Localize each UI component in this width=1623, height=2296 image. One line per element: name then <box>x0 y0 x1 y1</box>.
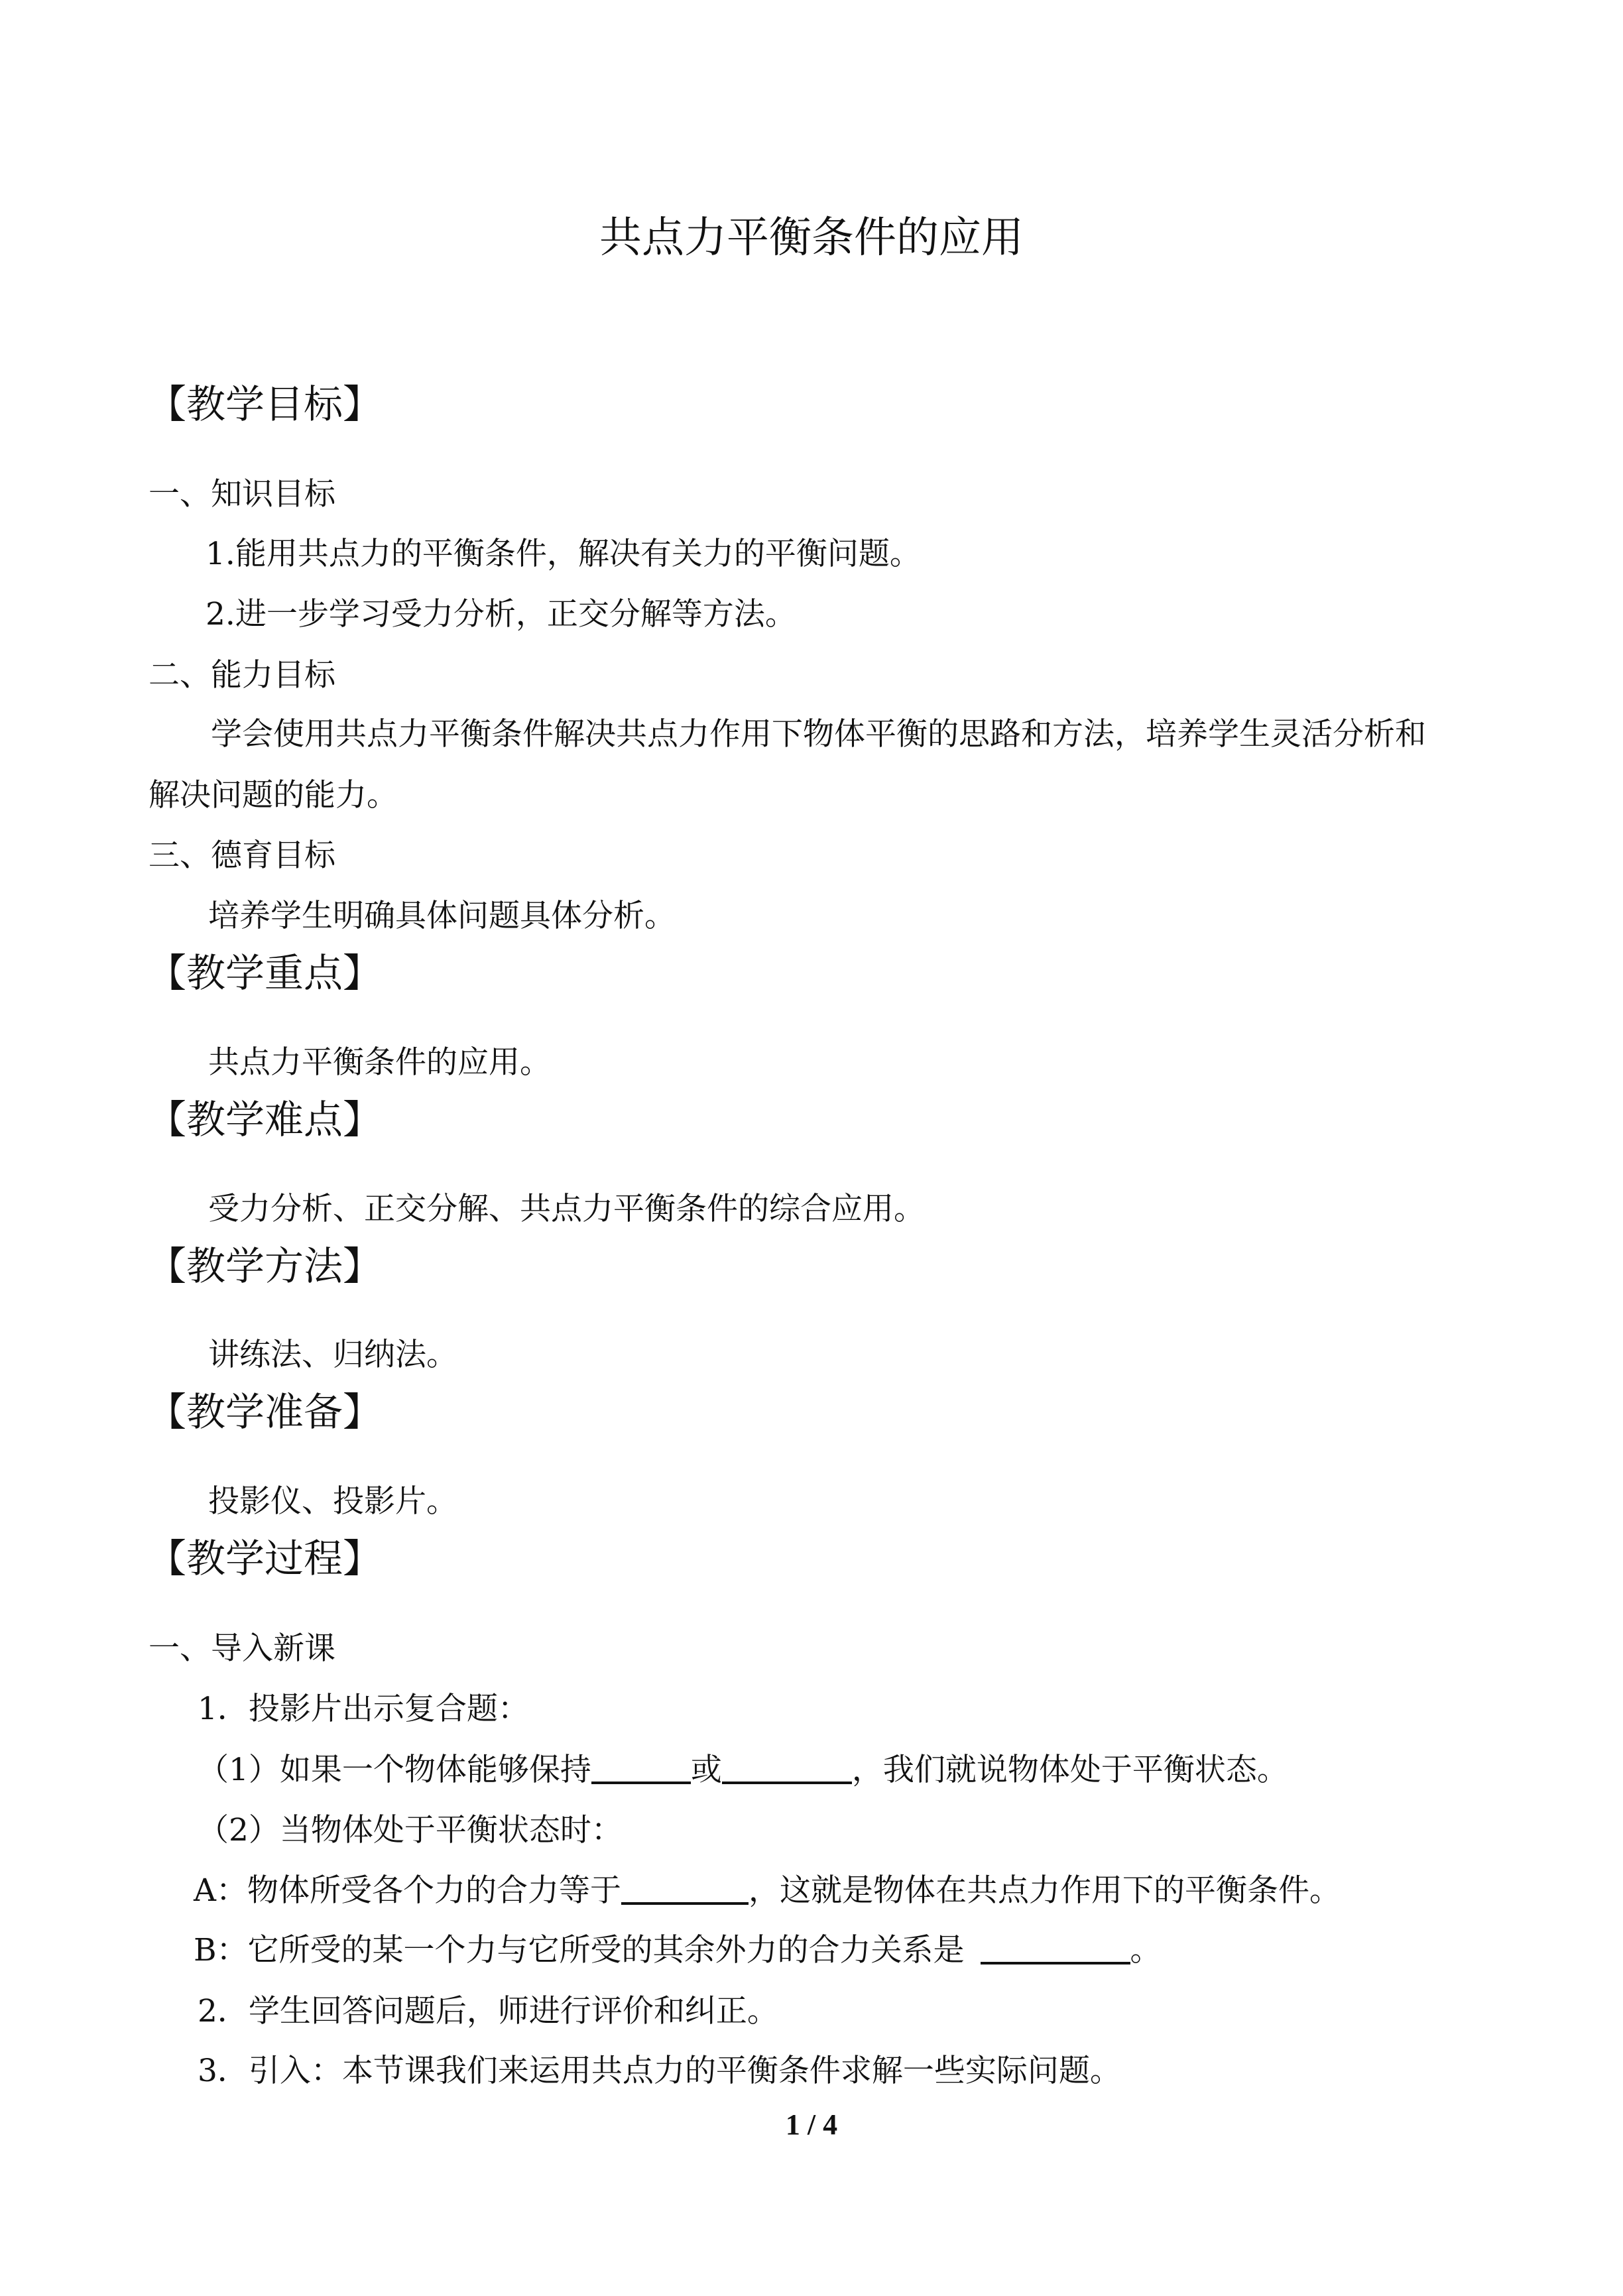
difficulty-heading: 【教学难点】 <box>147 1097 383 1142</box>
method-text: 讲练法、归纳法。 <box>208 1337 457 1373</box>
prep-text: 投影仪、投影片。 <box>208 1483 457 1520</box>
knowledge-heading: 一、知识目标 <box>149 476 335 513</box>
ability-text-line-1: 学会使用共点力平衡条件解决共点力作用下物体平衡的思路和方法，培养学生灵活分析和 <box>211 716 1426 753</box>
question-1-part-a: （1）如果一个物体能够保持 <box>198 1752 591 1788</box>
moral-heading: 三、德育目标 <box>149 837 335 874</box>
answer-blank <box>981 1938 1130 1964</box>
moral-text: 培养学生明确具体问题具体分析。 <box>208 898 676 934</box>
intro-heading: 一、导入新课 <box>149 1630 335 1667</box>
document-title: 共点力平衡条件的应用 <box>599 213 1024 263</box>
question-b-part-b: 。 <box>1130 1932 1162 1968</box>
ability-heading: 二、能力目标 <box>149 657 335 694</box>
question-2: （2）当物体处于平衡状态时： <box>198 1812 623 1848</box>
question-a-part-a: A：物体所受各个力的合力等于 <box>194 1872 621 1909</box>
intro-item-2: 2．学生回答问题后，师进行评价和纠正。 <box>198 1993 778 2029</box>
objectives-heading: 【教学目标】 <box>147 381 383 427</box>
intro-item-3: 3．引入：本节课我们来运用共点力的平衡条件求解一些实际问题。 <box>198 2053 1121 2089</box>
knowledge-item-1: 1.能用共点力的平衡条件，解决有关力的平衡问题。 <box>206 536 921 572</box>
question-b-part-a: B：它所受的某一个力与它所受的其余外力的合力关系是 <box>194 1932 965 1968</box>
intro-item-1: 1．投影片出示复合题： <box>198 1691 529 1727</box>
question-1-part-c: ，我们就说物体处于平衡状态。 <box>851 1752 1288 1788</box>
question-a-part-b: ，这就是物体在共点力作用下的平衡条件。 <box>748 1872 1341 1909</box>
answer-blank <box>722 1758 852 1784</box>
page-number: 1 / 4 <box>785 2108 838 2141</box>
knowledge-item-2: 2.进一步学习受力分析，正交分解等方法。 <box>206 596 796 633</box>
question-b <box>194 1932 1162 1968</box>
answer-blank <box>621 1878 749 1905</box>
answer-blank <box>591 1758 691 1784</box>
difficulty-text: 受力分析、正交分解、共点力平衡条件的综合应用。 <box>208 1191 925 1227</box>
ability-text-line-2: 解决问题的能力。 <box>149 777 398 814</box>
key-heading: 【教学重点】 <box>147 950 383 996</box>
question-a <box>194 1872 1341 1909</box>
question-1-part-b: 或 <box>690 1752 722 1788</box>
prep-heading: 【教学准备】 <box>147 1389 383 1435</box>
method-heading: 【教学方法】 <box>147 1243 383 1289</box>
question-1 <box>198 1752 1288 1788</box>
process-heading: 【教学过程】 <box>147 1536 383 1581</box>
key-text: 共点力平衡条件的应用。 <box>208 1044 551 1081</box>
